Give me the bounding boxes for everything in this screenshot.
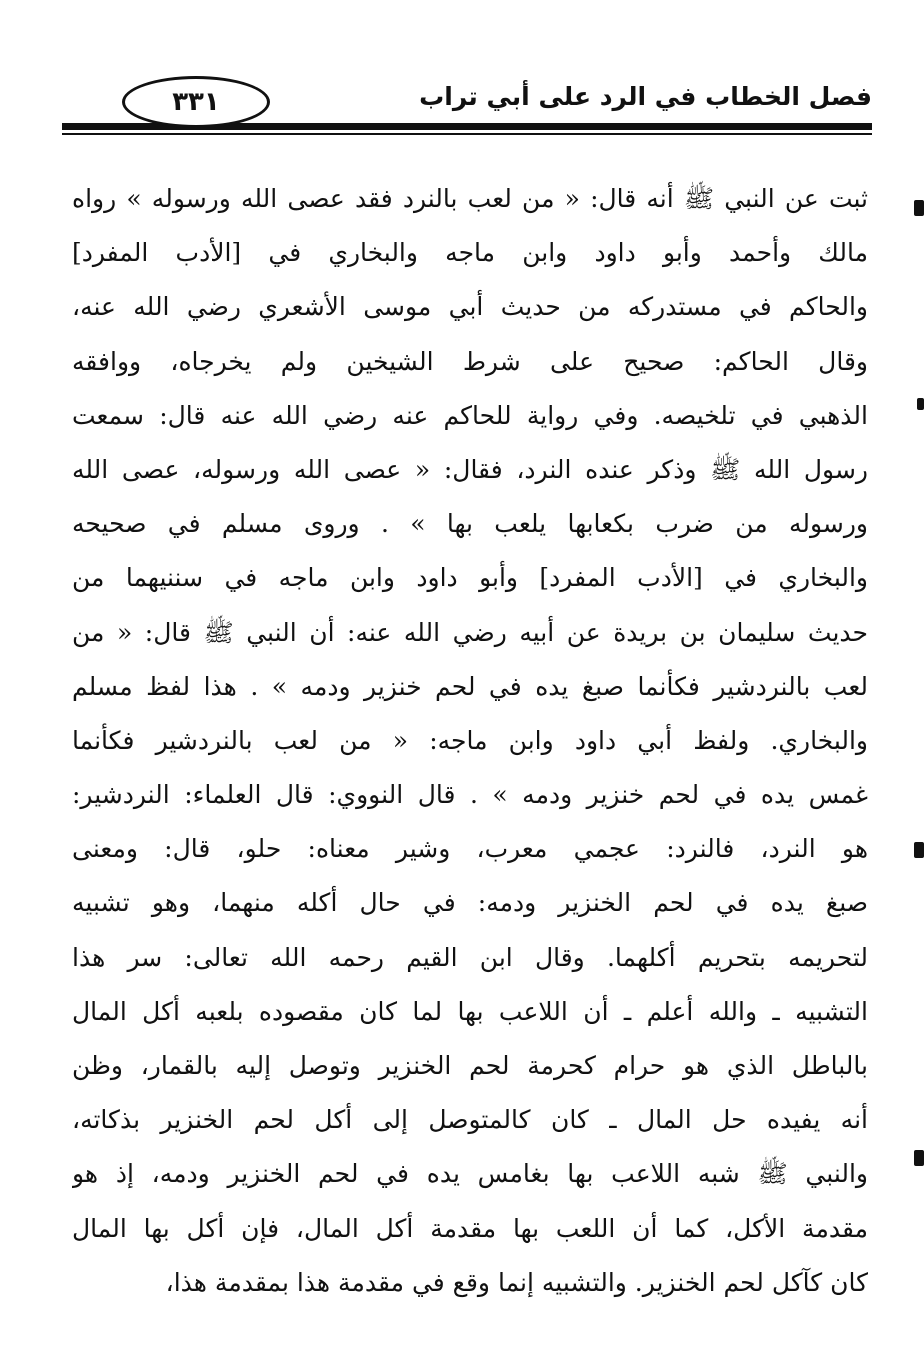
text-line: الذهبي في تلخيصه. وفي رواية للحاكم عنه رضي الله عنه قال: سمعت	[72, 400, 868, 430]
margin-tab-mark	[914, 1150, 924, 1166]
text-line: هو النرد، فالنرد: عجمي معرب، وشير معناه: حلو، قال: ومعنى	[72, 834, 868, 864]
text-line: لعب بالنردشير فكأنما صبغ يده في لحم خنزير ودمه » . هذا لفظ مسلم	[72, 671, 868, 701]
header-rule-thin	[62, 133, 872, 135]
text-line: حديث سليمان بن بريدة عن أبيه رضي الله عنه: أن النبي ﷺ قال: « من	[72, 617, 868, 647]
text-line: ثبت عن النبي ﷺ أنه قال: « من لعب بالنرد فقد عصى الله ورسوله » رواه	[72, 184, 868, 213]
margin-tab-mark	[914, 842, 924, 858]
text-line: والبخاري. ولفظ أبي داود وابن ماجه: « من لعب بالنردشير فكأنما	[72, 725, 868, 755]
text-line: كان كآكل لحم الخنزير. والتشبيه إنما وقع في مقدمة هذا بمقدمة هذا،	[165, 1267, 868, 1297]
page-number: ٣٣١	[122, 76, 270, 128]
body-text	[72, 172, 868, 1310]
running-title: فصل الخطاب في الرد على أبي تراب	[419, 82, 872, 111]
text-line: رسول الله ﷺ وذكر عنده النرد، فقال: « عصى الله ورسوله، عصى الله	[72, 454, 868, 484]
page-header	[62, 70, 872, 140]
text-line: غمس يده في لحم خنزير ودمه » . قال النووي: قال العلماء: النردشير:	[72, 780, 868, 810]
text-line: أنه يفيده حل المال ـ كان كالمتوصل إلى أكل لحم الخنزير بذكاته،	[72, 1105, 868, 1135]
text-line: والبخاري في [الأدب المفرد] وأبو داود وابن ماجه في سننيهما من	[72, 563, 868, 593]
text-line: مالك وأحمد وأبو داود وابن ماجه والبخاري في [الأدب المفرد]	[72, 238, 868, 268]
text-line: التشبيه ـ والله أعلم ـ أن اللاعب بها لما كان مقصوده بلعبه أكل المال	[72, 996, 868, 1026]
text-line: بالباطل الذي هو حرام كحرمة لحم الخنزير وتوصل إليه بالقمار، وظن	[72, 1051, 868, 1080]
margin-tab-mark	[917, 398, 924, 410]
text-line: مقدمة الأكل، كما أن اللعب بها مقدمة أكل المال، فإن أكل بها المال	[72, 1213, 868, 1243]
text-line: والحاكم في مستدركه من حديث أبي موسى الأشعري رضي الله عنه،	[72, 292, 868, 322]
text-line: لتحريمه بتحريم أكلهما. وقال ابن القيم رحمه الله تعالى: سر هذا	[72, 942, 868, 972]
text-line: والنبي ﷺ شبه اللاعب بها بغامس يده في لحم الخنزير ودمه، إذ هو	[72, 1159, 868, 1189]
text-line: ورسوله من ضرب بكعابها يلعب بها » . وروى مسلم في صحيحه	[72, 509, 868, 539]
text-line: وقال الحاكم: صحيح على شرط الشيخين ولم يخرجاه، ووافقه	[72, 346, 868, 376]
margin-tab-mark	[914, 200, 924, 216]
text-line: صبغ يده في لحم الخنزير ودمه: في حال أكله منهما، وهو تشبيه	[72, 888, 868, 918]
